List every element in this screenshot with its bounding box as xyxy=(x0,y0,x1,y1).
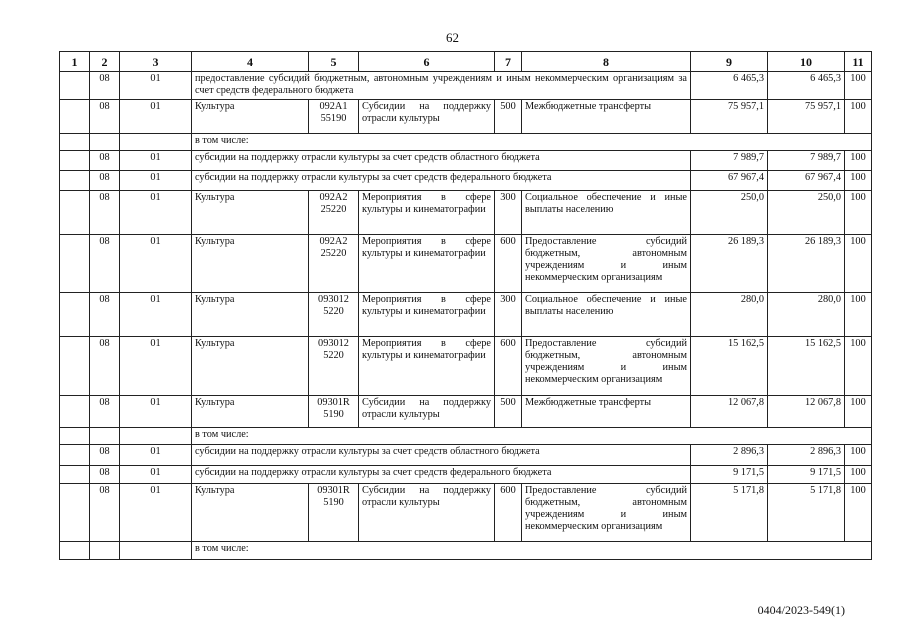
note-text: в том числе: xyxy=(192,542,872,560)
table-row xyxy=(60,396,872,428)
subsection-code: 01 xyxy=(120,396,192,428)
expense-type-code: 500 xyxy=(495,396,522,428)
col1-cell xyxy=(60,171,90,191)
section-code: 08 xyxy=(90,235,120,293)
section-code: 08 xyxy=(90,466,120,484)
subsection-code: 01 xyxy=(120,466,192,484)
percent-executed: 100 xyxy=(845,100,872,134)
header-cell: 9 xyxy=(691,52,768,72)
amount-planned: 250,0 xyxy=(691,191,768,235)
col2-cell xyxy=(90,134,120,151)
col1-cell xyxy=(60,191,90,235)
percent-executed: 100 xyxy=(845,191,872,235)
subsection-code: 01 xyxy=(120,445,192,466)
col3-cell xyxy=(120,542,192,560)
table-row xyxy=(60,235,872,293)
amount-planned: 9 171,5 xyxy=(691,466,768,484)
amount-planned: 6 465,3 xyxy=(691,72,768,100)
section-code: 08 xyxy=(90,151,120,171)
col3-cell xyxy=(120,428,192,445)
amount-planned: 12 067,8 xyxy=(691,396,768,428)
row-description: предоставление субсидий бюджетным, автономным учреждениям и иным некоммерческим организациям за счет средств федерального бюджета xyxy=(192,72,691,100)
amount-executed: 75 957,1 xyxy=(768,100,845,134)
table-row xyxy=(60,72,872,100)
section-code: 08 xyxy=(90,337,120,396)
table-row xyxy=(60,100,872,134)
percent-executed: 100 xyxy=(845,396,872,428)
program-name: Культура xyxy=(192,337,309,396)
amount-executed: 250,0 xyxy=(768,191,845,235)
program-name: Культура xyxy=(192,100,309,134)
expense-type-name: Предоставление субсидий бюджетным, автономным учреждениям и иным некоммерческим организациям xyxy=(522,235,691,293)
row-description: субсидии на поддержку отрасли культуры за счет средств областного бюджета xyxy=(192,445,691,466)
amount-executed: 7 989,7 xyxy=(768,151,845,171)
note-text: в том числе: xyxy=(192,428,872,445)
expense-type-code: 500 xyxy=(495,100,522,134)
percent-executed: 100 xyxy=(845,171,872,191)
note-text: в том числе: xyxy=(192,134,872,151)
amount-executed: 67 967,4 xyxy=(768,171,845,191)
page-number: 62 xyxy=(446,30,459,45)
note-row xyxy=(60,428,872,445)
expense-type-name: Социальное обеспечение и иные выплаты населению xyxy=(522,191,691,235)
percent-executed: 100 xyxy=(845,484,872,542)
amount-planned: 26 189,3 xyxy=(691,235,768,293)
target-code: 092A1 55190 xyxy=(309,100,359,134)
amount-planned: 280,0 xyxy=(691,293,768,337)
header-cell: 6 xyxy=(359,52,495,72)
col1-cell xyxy=(60,293,90,337)
program-name: Культура xyxy=(192,235,309,293)
table-row xyxy=(60,293,872,337)
expense-type-name: Предоставление субсидий бюджетным, автономным учреждениям и иным некоммерческим организациям xyxy=(522,337,691,396)
section-code: 08 xyxy=(90,100,120,134)
document-code: 0404/2023-549(1) xyxy=(757,603,845,617)
expense-type-code: 300 xyxy=(495,191,522,235)
expense-type-code: 600 xyxy=(495,337,522,396)
amount-planned: 75 957,1 xyxy=(691,100,768,134)
col1-cell xyxy=(60,542,90,560)
percent-executed: 100 xyxy=(845,445,872,466)
subsection-code: 01 xyxy=(120,72,192,100)
expense-name: Субсидии на поддержку отрасли культуры xyxy=(359,100,495,134)
col1-cell xyxy=(60,484,90,542)
row-description: субсидии на поддержку отрасли культуры за счет средств федерального бюджета xyxy=(192,466,691,484)
col2-cell xyxy=(90,428,120,445)
col2-cell xyxy=(90,542,120,560)
note-row xyxy=(60,542,872,560)
table-row xyxy=(60,466,872,484)
table-row xyxy=(60,445,872,466)
section-code: 08 xyxy=(90,293,120,337)
percent-executed: 100 xyxy=(845,151,872,171)
expense-name: Субсидии на поддержку отрасли культуры xyxy=(359,396,495,428)
header-cell: 1 xyxy=(60,52,90,72)
header-cell: 11 xyxy=(845,52,872,72)
note-row xyxy=(60,134,872,151)
target-code: 092A2 25220 xyxy=(309,235,359,293)
percent-executed: 100 xyxy=(845,72,872,100)
section-code: 08 xyxy=(90,396,120,428)
col1-cell xyxy=(60,337,90,396)
header-cell: 3 xyxy=(120,52,192,72)
amount-executed: 2 896,3 xyxy=(768,445,845,466)
expense-name: Мероприятия в сфере культуры и кинематографии xyxy=(359,191,495,235)
table-body xyxy=(60,72,872,560)
header-cell: 2 xyxy=(90,52,120,72)
amount-executed: 280,0 xyxy=(768,293,845,337)
table-row xyxy=(60,337,872,396)
expense-name: Мероприятия в сфере культуры и кинематографии xyxy=(359,293,495,337)
table-row xyxy=(60,191,872,235)
section-code: 08 xyxy=(90,191,120,235)
header-row xyxy=(60,52,872,72)
target-code: 092A2 25220 xyxy=(309,191,359,235)
target-code: 093012 5220 xyxy=(309,337,359,396)
subsection-code: 01 xyxy=(120,100,192,134)
expense-name: Мероприятия в сфере культуры и кинематографии xyxy=(359,235,495,293)
col1-cell xyxy=(60,134,90,151)
subsection-code: 01 xyxy=(120,191,192,235)
subsection-code: 01 xyxy=(120,151,192,171)
col1-cell xyxy=(60,466,90,484)
table-row xyxy=(60,171,872,191)
table-row xyxy=(60,484,872,542)
expense-type-name: Предоставление субсидий бюджетным, автономным учреждениям и иным некоммерческим организациям xyxy=(522,484,691,542)
expense-type-code: 600 xyxy=(495,484,522,542)
section-code: 08 xyxy=(90,445,120,466)
amount-planned: 67 967,4 xyxy=(691,171,768,191)
expense-type-name: Социальное обеспечение и иные выплаты населению xyxy=(522,293,691,337)
table-row xyxy=(60,151,872,171)
target-code: 09301R 5190 xyxy=(309,396,359,428)
col1-cell xyxy=(60,428,90,445)
percent-executed: 100 xyxy=(845,466,872,484)
amount-planned: 5 171,8 xyxy=(691,484,768,542)
subsection-code: 01 xyxy=(120,171,192,191)
col1-cell xyxy=(60,100,90,134)
target-code: 09301R 5190 xyxy=(309,484,359,542)
amount-planned: 15 162,5 xyxy=(691,337,768,396)
expense-type-code: 300 xyxy=(495,293,522,337)
program-name: Культура xyxy=(192,396,309,428)
col1-cell xyxy=(60,396,90,428)
expense-type-name: Межбюджетные трансферты xyxy=(522,396,691,428)
col1-cell xyxy=(60,151,90,171)
subsection-code: 01 xyxy=(120,337,192,396)
target-code: 093012 5220 xyxy=(309,293,359,337)
header-cell: 4 xyxy=(192,52,309,72)
section-code: 08 xyxy=(90,72,120,100)
expense-name: Мероприятия в сфере культуры и кинематографии xyxy=(359,337,495,396)
row-description: субсидии на поддержку отрасли культуры за счет средств федерального бюджета xyxy=(192,171,691,191)
expense-type-name: Межбюджетные трансферты xyxy=(522,100,691,134)
header-cell: 7 xyxy=(495,52,522,72)
col1-cell xyxy=(60,235,90,293)
amount-planned: 7 989,7 xyxy=(691,151,768,171)
amount-executed: 9 171,5 xyxy=(768,466,845,484)
subsection-code: 01 xyxy=(120,484,192,542)
subsection-code: 01 xyxy=(120,235,192,293)
program-name: Культура xyxy=(192,484,309,542)
expense-name: Субсидии на поддержку отрасли культуры xyxy=(359,484,495,542)
amount-executed: 15 162,5 xyxy=(768,337,845,396)
amount-executed: 12 067,8 xyxy=(768,396,845,428)
subsection-code: 01 xyxy=(120,293,192,337)
percent-executed: 100 xyxy=(845,337,872,396)
section-code: 08 xyxy=(90,484,120,542)
expense-type-code: 600 xyxy=(495,235,522,293)
amount-planned: 2 896,3 xyxy=(691,445,768,466)
amount-executed: 5 171,8 xyxy=(768,484,845,542)
header-cell: 5 xyxy=(309,52,359,72)
program-name: Культура xyxy=(192,293,309,337)
percent-executed: 100 xyxy=(845,293,872,337)
col3-cell xyxy=(120,134,192,151)
col1-cell xyxy=(60,72,90,100)
budget-table xyxy=(59,51,872,560)
header-cell: 8 xyxy=(522,52,691,72)
percent-executed: 100 xyxy=(845,235,872,293)
program-name: Культура xyxy=(192,191,309,235)
amount-executed: 6 465,3 xyxy=(768,72,845,100)
amount-executed: 26 189,3 xyxy=(768,235,845,293)
row-description: субсидии на поддержку отрасли культуры за счет средств областного бюджета xyxy=(192,151,691,171)
col1-cell xyxy=(60,445,90,466)
section-code: 08 xyxy=(90,171,120,191)
header-cell: 10 xyxy=(768,52,845,72)
